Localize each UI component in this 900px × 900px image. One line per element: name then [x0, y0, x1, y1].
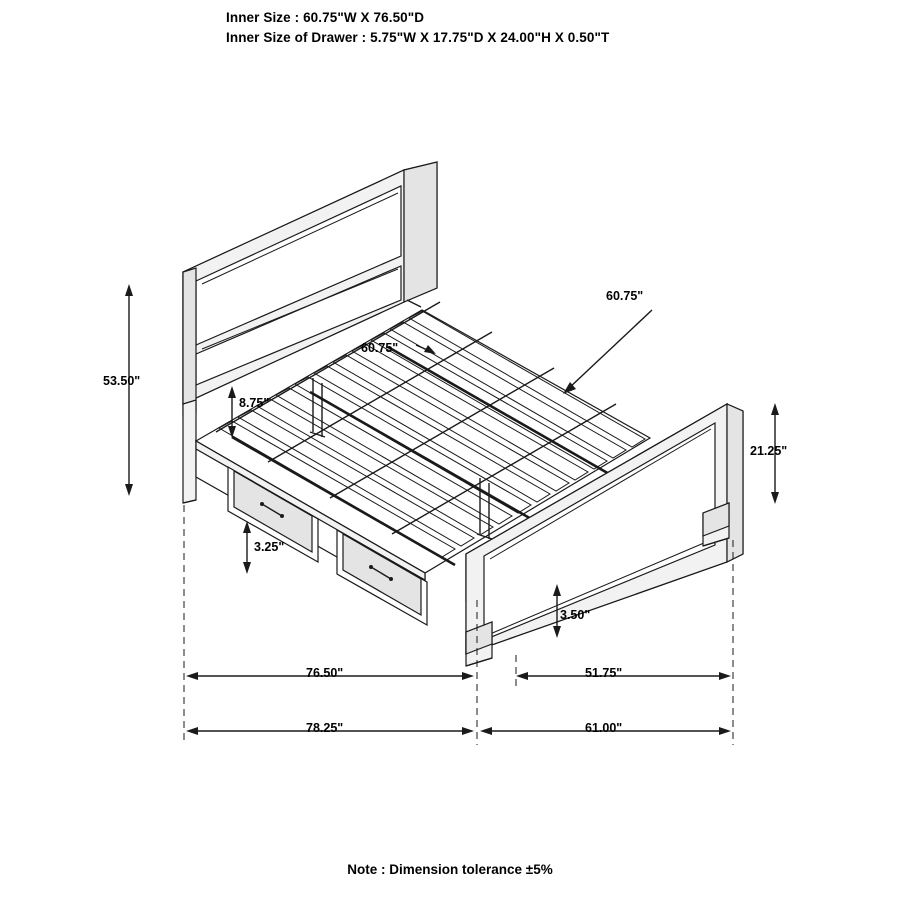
inner-size-label: Inner Size : 60.75"W X 76.50"D [226, 10, 425, 25]
dim-width-outer: 61.00" [585, 721, 623, 735]
dim-width-inner: 51.75" [585, 666, 623, 680]
dim-slat-width-right: 60.75" [606, 289, 644, 303]
dim-headboard-height: 53.50" [103, 374, 141, 388]
tolerance-note: Note : Dimension tolerance ±5% [347, 862, 553, 877]
dim-depth-outer: 78.25" [306, 721, 344, 735]
inner-drawer-size-label: Inner Size of Drawer : 5.75"W X 17.75"D X 24.00"H X 0.50"T [226, 30, 610, 45]
dim-foot-clearance: 3.50" [560, 608, 591, 622]
dim-depth-inner: 76.50" [306, 666, 344, 680]
dim-drawer-height: 3.25" [254, 540, 285, 554]
dim-footboard-height: 21.25" [750, 444, 788, 458]
dim-rail-height: 8.75" [239, 396, 270, 410]
dim-slat-width-left: 60.75" [361, 341, 399, 355]
